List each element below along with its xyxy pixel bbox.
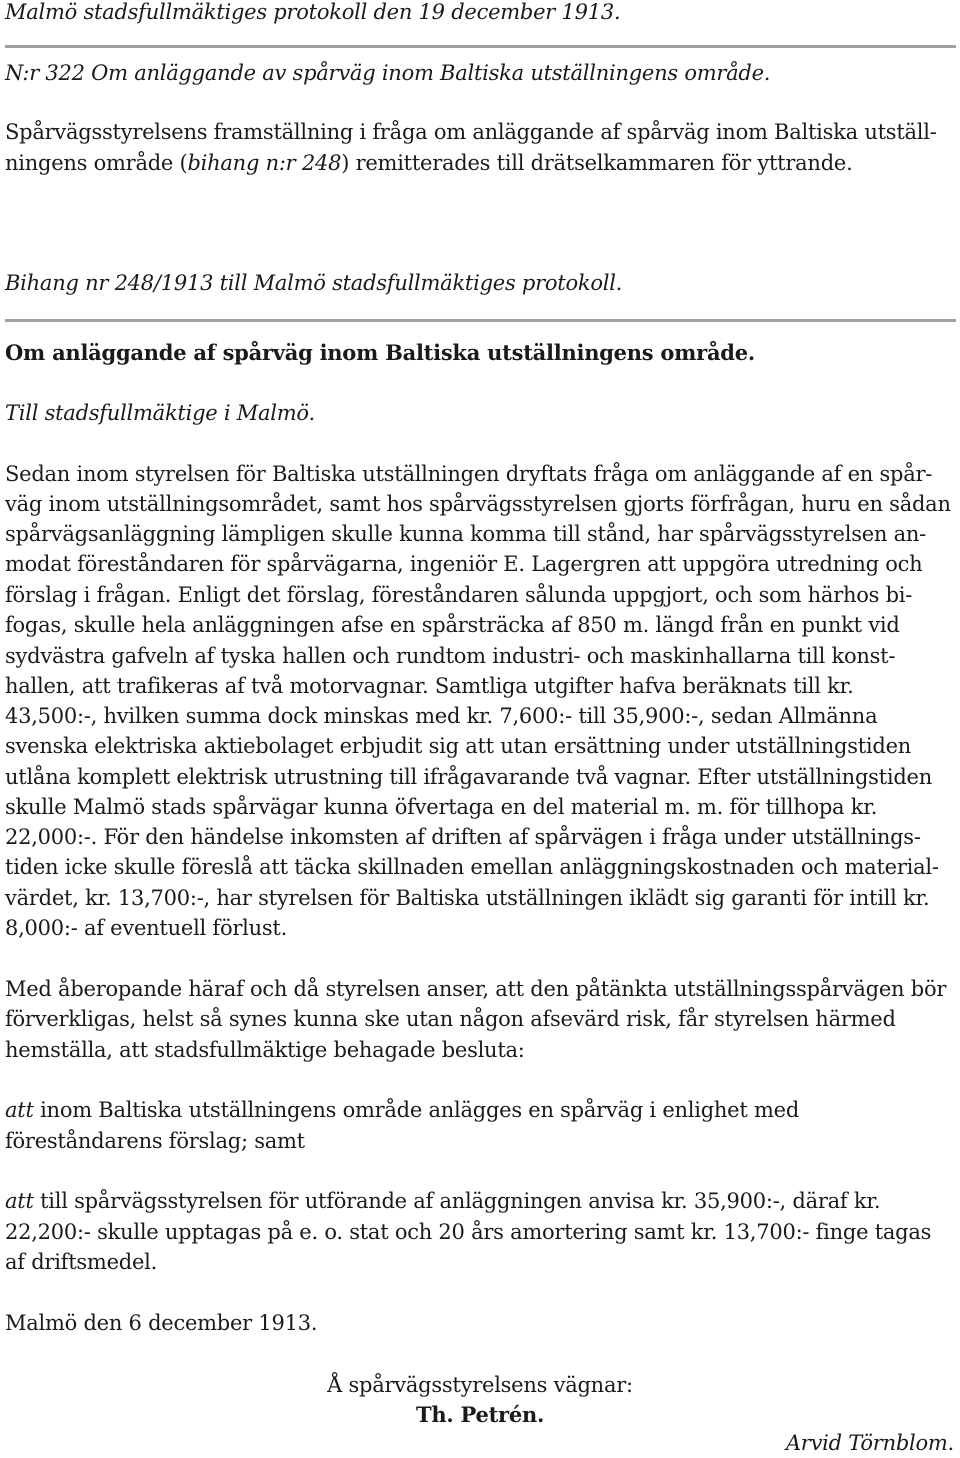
body-line: spårvägsanläggning lämpligen skulle kunna komma till stånd, har spårvägsstyrelsen an- <box>5 522 926 546</box>
intro-text: ningens område ( <box>5 151 188 175</box>
body-line: hemställa, att stadsfullmäktige behagade besluta: <box>5 1038 525 1062</box>
proposal-text: till spårvägsstyrelsen för utförande af anläggningen anvisa kr. 35,900:-, däraf kr. <box>33 1189 881 1213</box>
body-line: Sedan inom styrelsen för Baltiska utställningen dryftats fråga om anläggande af en spår- <box>5 462 933 486</box>
proposal-line: föreståndarens förslag; samt <box>5 1129 305 1153</box>
proposal-line <box>5 1186 880 1216</box>
proposal-line: 22,200:- skulle upptagas på e. o. stat och 20 års amortering samt kr. 13,700:- finge tagas <box>5 1220 932 1244</box>
intro-text: ) remitterades till drätselkammaren för yttrande. <box>341 151 853 175</box>
body-line: 8,000:- af eventuell förlust. <box>5 916 288 940</box>
on-behalf-line: Å spårvägsstyrelsens vägnar: <box>327 1373 633 1397</box>
body-line: förverkligas, helst så synes kunna ske utan någon afsevärd risk, får styrelsen härmed <box>5 1007 896 1031</box>
body-line: fogas, skulle hela anläggningen afse en spårsträcka af 850 m. längd från en punkt vid <box>5 613 900 637</box>
proposal-keyword: att <box>5 1098 34 1122</box>
body-line: sydvästra gafveln af tyska hallen och rundtom industri- och maskinhallarna till konst- <box>5 644 896 668</box>
body-line: utlåna komplett elektrisk utrustning till ifrågavarande två vagnar. Efter utställningstiden <box>5 765 932 789</box>
signing-date: Malmö den 6 december 1913. <box>5 1311 318 1335</box>
countersignatory-name: Arvid Törnblom. <box>785 1431 954 1455</box>
signatory-name: Th. Petrén. <box>415 1402 545 1427</box>
body-line: 43,500:-, hvilken summa dock minskas med kr. 7,600:- till 35,900:-, sedan Allmänna <box>5 704 878 728</box>
appendix-heading: Om anläggande af spårväg inom Baltiska utställningens område. <box>5 340 755 365</box>
proposal-line: af driftsmedel. <box>5 1250 158 1274</box>
body-line: Med åberopande häraf och då styrelsen anser, att den påtänkta utställningsspårvägen bör <box>5 977 947 1001</box>
body-line: värdet, kr. 13,700:-, har styrelsen för Baltiska utställningen iklädt sig garanti för intill kr. <box>5 886 930 910</box>
body-line: hallen, att trafikeras af två motorvagnar. Samtliga utgifter hafva beräknats till kr. <box>5 674 854 698</box>
protocol-title: Malmö stadsfullmäktiges protokoll den 19 december 1913. <box>5 0 621 24</box>
body-line: svenska elektriska aktiebolaget erbjudit sig att utan ersättning under utställningstiden <box>5 734 912 758</box>
addressee: Till stadsfullmäktige i Malmö. <box>5 401 315 425</box>
body-line: förslag i frågan. Enligt det förslag, föreståndaren sålunda uppgjort, och som härhos bi- <box>5 583 913 607</box>
proposal-keyword: att <box>5 1189 34 1213</box>
body-line: väg inom utställningsområdet, samt hos spårvägsstyrelsen gjorts förfrågan, huru en sådan <box>5 492 951 516</box>
body-line: modat föreståndaren för spårvägarna, ingeniör E. Lagergren att uppgöra utredning och <box>5 552 923 576</box>
appendix-title: Bihang nr 248/1913 till Malmö stadsfullmäktiges protokoll. <box>5 271 623 295</box>
appendix-divider <box>5 319 956 322</box>
intro-line: Spårvägsstyrelsens framställning i fråga om anläggande af spårväg inom Baltiska utställ- <box>5 120 937 144</box>
header-divider <box>5 45 956 48</box>
proposal-text: inom Baltiska utställningens område anlägges en spårväg i enlighet med <box>33 1098 800 1122</box>
body-line: skulle Malmö stads spårvägar kunna öfvertaga en del material m. m. för tillhopa kr. <box>5 795 878 819</box>
body-line: tiden icke skulle föreslå att täcka skillnaden emellan anläggningskostnaden och material- <box>5 855 939 879</box>
proposal-line <box>5 1095 799 1125</box>
body-line: 22,000:-. För den händelse inkomsten af driften af spårvägen i fråga under utställnings- <box>5 825 921 849</box>
item-heading: N:r 322 Om anläggande av spårväg inom Baltiska utställningens område. <box>5 61 771 85</box>
appendix-reference: bihang n:r 248 <box>187 151 342 175</box>
intro-line <box>5 148 853 178</box>
